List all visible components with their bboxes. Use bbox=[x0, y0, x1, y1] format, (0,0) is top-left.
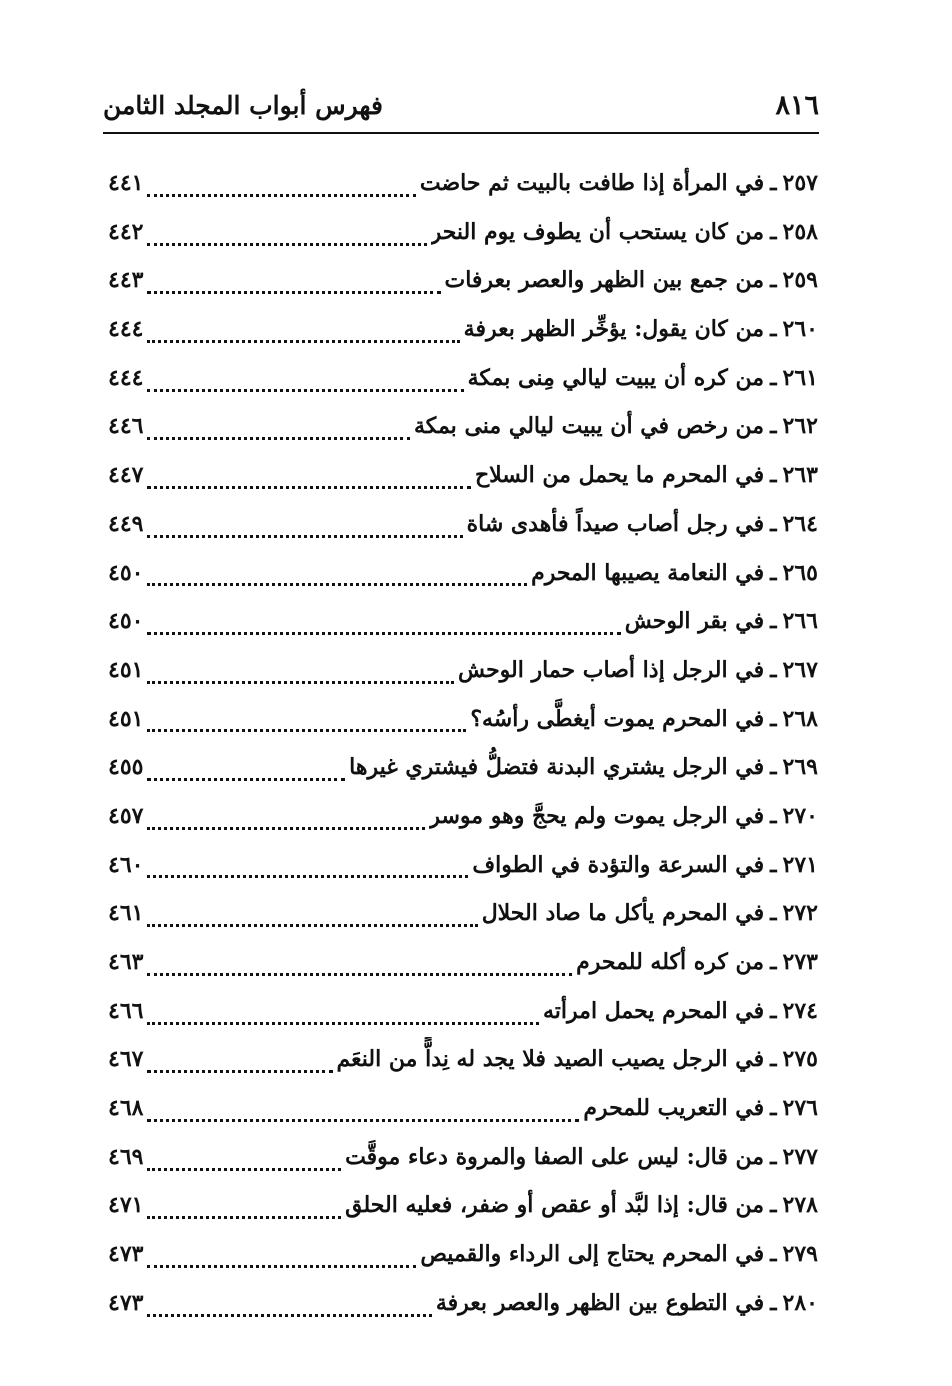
entry-dash: ـ bbox=[770, 1095, 777, 1122]
entry-title: في رجل أصاب صيداً فأهدى شاة bbox=[466, 510, 765, 537]
entry-page-number: ٤٤٤ bbox=[108, 364, 144, 391]
entry-dash: ـ bbox=[770, 1192, 777, 1219]
entry-title: في المحرم ما يحمل من السلاح bbox=[474, 462, 765, 489]
entry-number: ٢٦٤ bbox=[782, 510, 818, 537]
entry-dash: ـ bbox=[770, 316, 777, 343]
toc-entry bbox=[108, 745, 818, 794]
entry-dash: ـ bbox=[770, 754, 777, 781]
entry-title: في بقر الوحش bbox=[624, 608, 765, 635]
entry-number: ٢٦١ bbox=[782, 364, 818, 391]
entry-number: ٢٧٠ bbox=[782, 802, 818, 829]
entry-number: ٢٦٥ bbox=[782, 559, 818, 586]
entry-number: ٢٥٨ bbox=[782, 218, 818, 245]
dot-leader bbox=[147, 973, 572, 976]
entry-title: من كان يستحب أن يطوف يوم النحر bbox=[430, 218, 765, 245]
dot-leader bbox=[147, 875, 468, 878]
entry-dash: ـ bbox=[770, 656, 777, 683]
dot-leader bbox=[147, 1265, 416, 1268]
entry-dash: ـ bbox=[770, 1241, 777, 1268]
dot-leader bbox=[147, 1216, 341, 1219]
entry-page-number: ٤٦٩ bbox=[108, 1143, 144, 1170]
toc-entry bbox=[108, 648, 818, 697]
dot-leader bbox=[147, 194, 415, 197]
entry-title: في التعريب للمحرم bbox=[583, 1095, 765, 1122]
entry-number: ٢٥٩ bbox=[782, 267, 818, 294]
entry-number: ٢٧٦ bbox=[782, 1095, 818, 1122]
entry-number: ٢٦٨ bbox=[782, 705, 818, 732]
dot-leader bbox=[147, 535, 462, 538]
entry-title: في التطوع بين الظهر والعصر بعرفة bbox=[435, 1289, 765, 1316]
entry-page-number: ٤٤٦ bbox=[108, 413, 144, 440]
entry-page-number: ٤٤٢ bbox=[108, 218, 144, 245]
entry-number: ٢٦٣ bbox=[782, 462, 818, 489]
page-number: ٨١٦ bbox=[775, 90, 819, 121]
entry-page-number: ٤٤٣ bbox=[108, 267, 144, 294]
running-title: فهرس أبواب المجلد الثامن bbox=[103, 91, 383, 120]
entry-page-number: ٤٤٩ bbox=[108, 510, 144, 537]
entry-page-number: ٤٦١ bbox=[108, 900, 144, 927]
dot-leader bbox=[147, 778, 345, 781]
entry-title: في الرجل إذا أصاب حمار الوحش bbox=[458, 656, 765, 683]
dot-leader bbox=[147, 243, 426, 246]
toc-entry bbox=[108, 404, 818, 453]
entry-dash: ـ bbox=[770, 413, 777, 440]
entry-page-number: ٤٦٠ bbox=[108, 851, 144, 878]
entry-number: ٢٧٩ bbox=[782, 1241, 818, 1268]
header-rule bbox=[103, 132, 819, 134]
toc-entry bbox=[108, 843, 818, 892]
entry-number: ٢٧١ bbox=[782, 851, 818, 878]
dot-leader bbox=[147, 1022, 539, 1025]
entry-number: ٢٧٥ bbox=[782, 1046, 818, 1073]
entry-page-number: ٤٦٨ bbox=[108, 1095, 144, 1122]
entry-dash: ـ bbox=[770, 608, 777, 635]
entry-page-number: ٤٥٠ bbox=[108, 608, 144, 635]
dot-leader bbox=[147, 1070, 332, 1073]
entry-dash: ـ bbox=[770, 510, 777, 537]
entry-dash: ـ bbox=[770, 267, 777, 294]
entry-dash: ـ bbox=[770, 802, 777, 829]
entry-dash: ـ bbox=[770, 900, 777, 927]
entry-dash: ـ bbox=[770, 1046, 777, 1073]
dot-leader bbox=[147, 437, 410, 440]
entry-title: في السرعة والتؤدة في الطواف bbox=[472, 851, 765, 878]
entry-title: من رخص في أن يبيت ليالي منى بمكة bbox=[414, 413, 765, 440]
dot-leader bbox=[147, 583, 527, 586]
entry-title: في المرأة إذا طافت بالبيت ثم حاضت bbox=[419, 170, 765, 196]
entry-number: ٢٧٨ bbox=[782, 1192, 818, 1219]
entry-page-number: ٤٤٤ bbox=[108, 316, 144, 343]
dot-leader bbox=[147, 632, 620, 635]
toc-entry bbox=[108, 940, 818, 989]
toc-entry bbox=[108, 697, 818, 746]
entry-page-number: ٤٥٧ bbox=[108, 802, 144, 829]
entry-title: في المحرم يحتاج إلى الرداء والقميص bbox=[420, 1241, 765, 1268]
entry-number: ٢٦٠ bbox=[782, 316, 818, 343]
entry-number: ٢٦٢ bbox=[782, 413, 818, 440]
dot-leader bbox=[147, 681, 454, 684]
dot-leader bbox=[147, 389, 463, 392]
dot-leader bbox=[147, 340, 459, 343]
dot-leader bbox=[147, 729, 466, 732]
entry-dash: ـ bbox=[770, 170, 777, 196]
entry-number: ٢٧٢ bbox=[782, 900, 818, 927]
entry-number: ٢٥٧ bbox=[782, 170, 818, 196]
dot-leader bbox=[147, 924, 477, 927]
entry-page-number: ٤٧٣ bbox=[108, 1289, 144, 1316]
entry-dash: ـ bbox=[770, 559, 777, 586]
entry-title: من قال: إذا لبَّد أو عقص أو ضفر، فعليه الحلق bbox=[345, 1192, 765, 1219]
dot-leader bbox=[147, 1119, 579, 1122]
entry-title: من كره أكله للمحرم bbox=[576, 949, 765, 975]
entry-page-number: ٤٦٦ bbox=[108, 997, 144, 1024]
entry-title: في النعامة يصيبها المحرم bbox=[531, 559, 765, 586]
entry-dash: ـ bbox=[770, 1289, 777, 1316]
entry-dash: ـ bbox=[770, 949, 777, 975]
toc-entry bbox=[108, 1232, 818, 1281]
entry-page-number: ٤٥١ bbox=[108, 705, 144, 732]
entry-number: ٢٦٦ bbox=[782, 608, 818, 635]
entry-number: ٢٧٤ bbox=[782, 997, 818, 1024]
entry-number: ٢٧٣ bbox=[782, 949, 818, 975]
toc-entry bbox=[108, 1037, 818, 1086]
toc-entry bbox=[108, 989, 818, 1038]
entry-title: من كره أن يبيت ليالي مِنى بمكة bbox=[467, 364, 765, 391]
entry-dash: ـ bbox=[770, 364, 777, 391]
entry-dash: ـ bbox=[770, 997, 777, 1024]
entry-page-number: ٤٤١ bbox=[108, 170, 144, 196]
toc-entry bbox=[108, 210, 818, 259]
entry-page-number: ٤٦٧ bbox=[108, 1046, 144, 1073]
entry-number: ٢٧٧ bbox=[782, 1143, 818, 1170]
toc-entry bbox=[108, 502, 818, 551]
entry-page-number: ٤٧١ bbox=[108, 1192, 144, 1219]
entry-title: في المحرم يحمل امرأته bbox=[542, 997, 765, 1024]
toc-entry bbox=[108, 356, 818, 405]
toc-entry bbox=[108, 599, 818, 648]
entry-page-number: ٤٦٣ bbox=[108, 949, 144, 975]
entry-number: ٢٦٩ bbox=[782, 754, 818, 781]
entry-title: في المحرم يأكل ما صاد الحلال bbox=[481, 900, 765, 927]
entry-dash: ـ bbox=[770, 851, 777, 878]
dot-leader bbox=[147, 1314, 431, 1317]
entry-title: في الرجل يموت ولم يحجَّ وهو موسر bbox=[429, 802, 765, 829]
dot-leader bbox=[147, 486, 471, 489]
toc-entry bbox=[108, 891, 818, 940]
dot-leader bbox=[147, 291, 440, 294]
entry-page-number: ٤٥١ bbox=[108, 656, 144, 683]
dot-leader bbox=[147, 827, 425, 830]
entry-title: في الرجل يشتري البدنة فتضلُّ فيشتري غيرها bbox=[349, 754, 765, 781]
entry-number: ٢٦٧ bbox=[782, 656, 818, 683]
entry-title: من كان يقول: يؤخِّر الظهر بعرفة bbox=[463, 316, 765, 343]
entry-page-number: ٤٤٧ bbox=[108, 462, 144, 489]
entry-dash: ـ bbox=[770, 218, 777, 245]
entry-dash: ـ bbox=[770, 462, 777, 489]
table-of-contents bbox=[108, 161, 818, 1330]
toc-entry bbox=[108, 551, 818, 600]
toc-entry bbox=[108, 161, 818, 210]
entry-page-number: ٤٥٠ bbox=[108, 559, 144, 586]
entry-dash: ـ bbox=[770, 705, 777, 732]
page-header bbox=[103, 86, 819, 130]
entry-title: من جمع بين الظهر والعصر بعرفات bbox=[444, 267, 765, 294]
toc-entry bbox=[108, 307, 818, 356]
entry-page-number: ٤٧٣ bbox=[108, 1241, 144, 1268]
entry-dash: ـ bbox=[770, 1143, 777, 1170]
entry-title: في الرجل يصيب الصيد فلا يجد له نِداًّ من النعَم bbox=[336, 1046, 765, 1073]
toc-entry bbox=[108, 453, 818, 502]
entry-number: ٢٨٠ bbox=[782, 1289, 818, 1316]
toc-entry bbox=[108, 1183, 818, 1232]
entry-title: في المحرم يموت أيغطَّى رأسُه؟ bbox=[470, 705, 765, 732]
toc-entry bbox=[108, 1281, 818, 1330]
toc-entry bbox=[108, 794, 818, 843]
entry-page-number: ٤٥٥ bbox=[108, 754, 144, 781]
toc-entry bbox=[108, 258, 818, 307]
dot-leader bbox=[147, 1168, 341, 1171]
entry-title: من قال: ليس على الصفا والمروة دعاء موقَّت bbox=[345, 1143, 765, 1170]
toc-entry bbox=[108, 1086, 818, 1135]
toc-entry bbox=[108, 1135, 818, 1184]
